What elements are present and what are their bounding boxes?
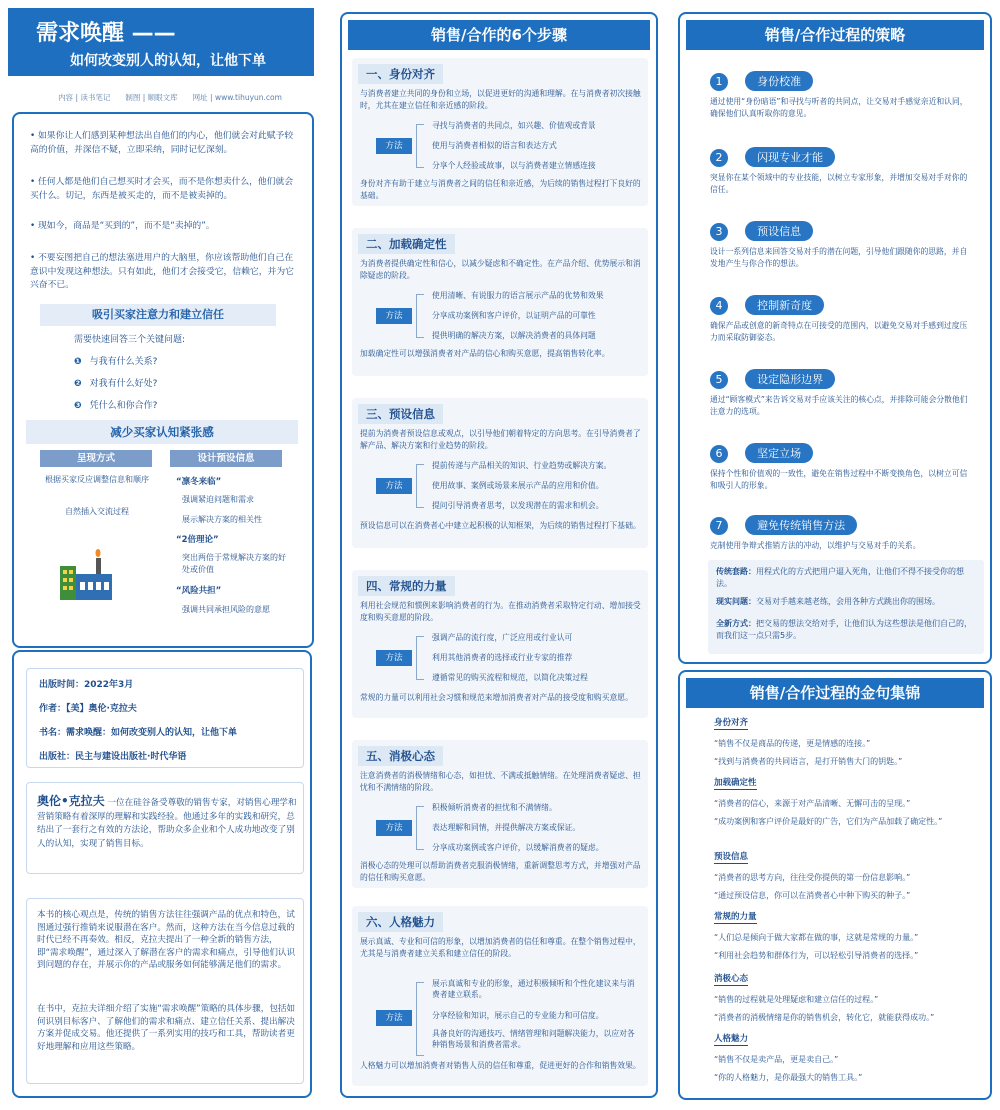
method-item: 分享成功案例或客户评价，以缓解消费者的疑虑。 — [432, 843, 604, 852]
strategy-name: 控制新奇度 — [745, 295, 824, 315]
quote-group-head: 预设信息 — [714, 852, 749, 862]
method-item: 使用与消费者相似的语言和表达方式 — [432, 141, 557, 150]
method-item: 遵循常见的购买流程和规范，以简化决策过程 — [432, 673, 588, 682]
strategy-title: 销售/合作过程的策略 — [686, 20, 984, 50]
method-item: 分享成功案例和客户评价，以证明产品的可靠性 — [432, 311, 596, 320]
summary-box — [26, 898, 304, 1084]
left-item: 根据买家反应调整信息和顺序 — [45, 475, 149, 484]
strategy-item — [710, 514, 970, 550]
strategy-item — [710, 294, 970, 342]
author-name: 奥伦•克拉夫 — [37, 794, 105, 808]
method-item: 使用故事、案例或场景来展示产品的应用和价值。 — [432, 481, 604, 490]
quote: “利用社会趋势和群体行为，可以轻松引导消费者的选择。” — [714, 951, 919, 960]
book-publisher: 出版社：民主与建设出版社·时代华语 — [39, 752, 187, 762]
method-bracket — [416, 124, 424, 168]
attention-title: 吸引买家注意力和建立信任 — [40, 304, 276, 326]
method-item: 表达理解和同情，并提供解决方案或保证。 — [432, 823, 581, 832]
step-title: 六、人格魅力 — [358, 912, 443, 932]
question-item: ❷ 对我有什么好处? — [74, 379, 158, 389]
intro-bullet: • 任何人都是他们自己想买时才会买，而不是你想卖什么，他们就会买什么。切记，东西是被买走的，而不是被卖掉的。 — [30, 177, 294, 201]
method-item: 提前传递与产品相关的知识、行业趋势或解决方案。 — [432, 461, 612, 470]
step-card — [352, 58, 648, 206]
preset-item: 强调紧迫问题和需求 — [182, 495, 254, 504]
intro-bullet: • 如果你让人们感到某种想法出自他们的内心，他们就会对此赋予较高的价值，并深信不疑，立即采纳，同时记忆深刻。 — [30, 131, 294, 155]
step-summary: 加载确定性可以增强消费者对产品的信心和购买意愿，提高销售转化率。 — [360, 349, 610, 358]
strategy-number: 4 — [710, 297, 728, 315]
page-title: 需求唤醒 —— — [36, 21, 176, 46]
quotes-title: 销售/合作过程的金句集锦 — [686, 678, 984, 708]
strategy-desc: 保持个性和价值观的一致性，避免在销售过程中不断变换角色，以树立可信和吸引人的形象。 — [710, 469, 968, 490]
notes-box — [708, 560, 984, 654]
quote: “找到与消费者的共同语言，是打开销售大门的钥匙。” — [714, 757, 903, 766]
preset-item: 强调共同承担风险的意愿 — [182, 605, 270, 614]
strategy-desc: 设计一系列信息来回答交易对手的潜在问题，引导他们跟随你的思路，并自发地产生与你合作的想法。 — [710, 247, 968, 268]
summary-paragraph: 本书的核心观点是，传统的销售方法往往强调产品的优点和特色，试图通过强行推销来说服潜在客户。然而，这种方法在当今信息过载的时代已经不再奏效。相反，克拉夫提出了一种全新的销售方法，即“需求唤醒”，通过深入了解潜在客户的需求和痛点，引导他们认识到问题的存在，并展示你的产品或服务如何能够满足他们的需求。 — [37, 910, 296, 971]
preset-group-title: “风险共担” — [176, 586, 222, 596]
preset-item: 突出两倍于常规解决方案的好处或价值 — [182, 553, 286, 574]
method-item: 分享个人经验或故事，以与消费者建立情感连接 — [432, 161, 596, 170]
strategy-number: 1 — [710, 73, 728, 91]
step-summary: 人格魅力可以增加消费者对销售人员的信任和尊重，促进更好的合作和销售效果。 — [360, 1061, 641, 1070]
strategy-item — [710, 220, 970, 268]
book-info-panel — [12, 650, 312, 1098]
page-header — [8, 8, 314, 76]
step-card — [352, 570, 648, 718]
intro-panel — [12, 112, 314, 648]
quote: “销售不仅是卖产品，更是卖自己。” — [714, 1055, 839, 1064]
strategy-name: 设定隐形边界 — [745, 369, 835, 389]
method-label: 方法 — [376, 308, 412, 324]
col-left-header: 呈现方式 — [40, 450, 152, 467]
method-item: 具备良好的沟通技巧、情绪管理和问题解决能力，以应对各种销售场景和消费者需求。 — [432, 1029, 635, 1049]
method-label: 方法 — [376, 1010, 412, 1026]
quote-group-head: 身份对齐 — [714, 718, 749, 728]
method-item: 利用其他消费者的选择或行业专家的推荐 — [432, 653, 573, 662]
book-name: 书名：需求唤醒：如何改变别人的认知，让他下单 — [39, 728, 238, 738]
strategy-desc: 克制使用争辩式推销方法的冲动，以维护与交易对手的关系。 — [710, 541, 921, 550]
strategy-name: 预设信息 — [745, 221, 813, 241]
credit-line: 内容 | 读书笔记 制图 | 顺眼文库 网址 | www.tihuyun.com — [58, 93, 282, 102]
step-title: 一、身份对齐 — [358, 64, 443, 84]
strategy-number: 2 — [710, 149, 728, 167]
author-bio-box — [26, 782, 304, 874]
strategy-item — [710, 146, 970, 194]
publish-date: 出版时间：2022年3月 — [39, 680, 134, 690]
step-title: 二、加载确定性 — [358, 234, 455, 254]
strategy-number: 7 — [710, 517, 728, 535]
strategy-item — [710, 70, 970, 118]
quote: “消费者的信心，来源于对产品清晰、无懈可击的呈现。” — [714, 799, 911, 808]
intro-bullet: • 现如今，商品是“买到的”，而不是“卖掉的”。 — [30, 221, 215, 231]
step-desc: 展示真诚、专业和可信的形象，以增加消费者的信任和尊重。在整个销售过程中，尤其是与消费者建立关系和建立信任的阶段。 — [360, 937, 641, 958]
step-title: 四、常规的力量 — [358, 576, 455, 596]
method-item: 积极倾听消费者的担忧和不满情绪。 — [432, 803, 557, 812]
method-bracket — [416, 294, 424, 338]
quote-group-head: 人格魅力 — [714, 1034, 749, 1044]
step-card — [352, 228, 648, 376]
attention-lead: 需要快速回答三个关键问题: — [74, 335, 186, 345]
strategy-name: 坚定立场 — [745, 443, 813, 463]
method-label: 方法 — [376, 650, 412, 666]
quote-group-head: 消极心态 — [714, 974, 749, 984]
quote: “消费者的消极情绪是你的销售机会，转化它，就能获得成功。” — [714, 1013, 935, 1022]
method-bracket — [416, 806, 424, 850]
method-bracket — [416, 982, 424, 1056]
step-card — [352, 740, 648, 888]
strategy-name: 避免传统销售方法 — [745, 515, 857, 535]
method-item: 提问引导消费者思考，以发现潜在的需求和机会。 — [432, 501, 604, 510]
quote: “销售的过程就是处理疑虑和建立信任的过程。” — [714, 995, 879, 1004]
method-item: 使用清晰、有说服力的语言展示产品的优势和效果 — [432, 291, 604, 300]
step-desc: 利用社会规范和惯例来影响消费者的行为。在推动消费者采取特定行动、增加接受度和购买意愿的阶段。 — [360, 601, 641, 622]
strategy-desc: 通过使用“身份暗语”和寻找与听者的共同点，让交易对手感觉亲近和认同，确保他们认真听取你的意见。 — [710, 97, 968, 118]
note-item: 现实问题：交易对手越来越老练，会用各种方式跳出你的围场。 — [716, 597, 940, 606]
step-title: 五、消极心态 — [358, 746, 443, 766]
author-bio: 奥伦•克拉夫 一位在硅谷备受尊敬的销售专家，对销售心理学和营销策略有着深厚的理解和实践经验。他通过多年的实践和研究，总结出了一套行之有效的方法论，帮助众多企业和个人成功地改变了别人的认知，实现了销售目标。 — [37, 794, 297, 849]
quote-group-head: 常规的力量 — [714, 912, 757, 922]
strategy-item — [710, 368, 970, 416]
note-item: 传统套路：用程式化的方式把用户逼入死角，让他们不得不接受你的想法。 — [716, 567, 964, 588]
question-item: ❶ 与我有什么关系? — [74, 357, 158, 367]
method-item: 寻找与消费者的共同点，如兴趣、价值观或背景 — [432, 121, 596, 130]
quote: “你的人格魅力，是你最强大的销售工具。” — [714, 1073, 863, 1082]
question-item: ❸ 凭什么和你合作? — [74, 401, 158, 411]
page-subtitle: 如何改变别人的认知，让他下单 — [70, 53, 266, 69]
col-right-header: 设计预设信息 — [170, 450, 282, 467]
preset-group-title: “2倍理论” — [176, 535, 219, 545]
method-label: 方法 — [376, 138, 412, 154]
strategy-desc: 通过“顾客模式”来告诉交易对手应该关注的核心点，并排除可能会分散他们注意力的选项。 — [710, 395, 968, 416]
step-summary: 常规的力量可以利用社会习惯和规范来增加消费者对产品的接受度和购买意愿。 — [360, 693, 633, 702]
step-desc: 注意消费者的消极情绪和心态，如担忧、不满或抵触情绪。在处理消费者疑虑、担忧和不满情绪的阶段。 — [360, 771, 641, 792]
step-desc: 与消费者建立共同的身份和立场，以促进更好的沟通和理解。在与消费者初次接触时，尤其在建立信任和亲近感的阶段。 — [360, 89, 641, 110]
method-label: 方法 — [376, 820, 412, 836]
tension-title: 减少买家认知紧张感 — [26, 420, 298, 444]
method-bracket — [416, 636, 424, 680]
method-item: 展示真诚和专业的形象，通过积极倾听和个性化建议来与消费者建立联系。 — [432, 979, 635, 999]
method-item: 分享经验和知识，展示自己的专业能力和可信度。 — [432, 1011, 604, 1020]
strategy-name: 身份校准 — [745, 71, 813, 91]
strategy-panel — [678, 12, 992, 664]
left-item: 自然插入交流过程 — [65, 507, 129, 516]
book-author: 作者：【美】奥伦·克拉夫 — [39, 704, 137, 714]
quote: “人们总是倾向于做大家都在做的事，这就是常规的力量。” — [714, 933, 919, 942]
step-title: 三、预设信息 — [358, 404, 443, 424]
quote: “销售不仅是商品的传递，更是情感的连接。” — [714, 739, 871, 748]
quote: “成功案例和客户评价是最好的广告，它们为产品加载了确定性。” — [714, 817, 943, 826]
quote-group-head: 加载确定性 — [714, 778, 757, 788]
step-summary: 身份对齐有助于建立与消费者之间的信任和亲近感，为后续的销售过程打下良好的基础。 — [360, 179, 641, 200]
strategy-desc: 突显你在某个领域中的专业技能，以树立专家形象，并增加交易对手对你的信任。 — [710, 173, 968, 194]
step-card — [352, 398, 648, 548]
method-item: 强调产品的流行度，广泛应用或行业认可 — [432, 633, 573, 642]
quotes-panel — [678, 670, 992, 1100]
steps-panel — [340, 12, 658, 1098]
method-bracket — [416, 464, 424, 508]
method-label: 方法 — [376, 478, 412, 494]
strategy-item — [710, 442, 970, 490]
step-desc: 提前为消费者预设信息或观点，以引导他们朝着特定的方向思考。在引导消费者了解产品、解决方案和行业趋势的阶段。 — [360, 429, 641, 450]
method-item: 提供明确的解决方案，以解决消费者的具体问题 — [432, 331, 596, 340]
step-card — [352, 906, 648, 1086]
intro-bullet: • 不要妄图把自己的想法塞进用户的大脑里，你应该帮助他们自己在意识中发现这种想法。只有如此，他们才会接受它，信赖它，并为它兴奋不已。 — [30, 253, 294, 290]
factory-icon — [58, 546, 118, 602]
strategy-name: 闪现专业才能 — [745, 147, 835, 167]
strategy-number: 5 — [710, 371, 728, 389]
quote: “消费者的思考方向，往往受你提供的第一份信息影响。” — [714, 873, 911, 882]
strategy-number: 6 — [710, 445, 728, 463]
summary-paragraph: 在书中，克拉夫详细介绍了实施“需求唤醒”策略的具体步骤，包括如何识别目标客户、了解他们的需求和痛点、建立信任关系、提出解决方案并促成交易。他还提供了一系列实用的技巧和工具，帮助读者更好地理解和应用这些策略。 — [37, 1004, 296, 1052]
strategy-desc: 确保产品或创意的新奇特点在可接受的范围内，以避免交易对手感到过度压力而采取防御姿态。 — [710, 321, 968, 342]
preset-item: 展示解决方案的相关性 — [182, 515, 262, 524]
step-summary: 消极心态的处理可以帮助消费者克服消极情绪，重新调整思考方式，并增强对产品的信任和购买意愿。 — [360, 861, 641, 882]
strategy-number: 3 — [710, 223, 728, 241]
book-meta-box — [26, 668, 304, 768]
steps-title: 销售/合作的6个步骤 — [348, 20, 650, 50]
note-item: 全新方式：把交易的想法交给对手，让他们认为这些想法是他们自己的，而我们这一点只需5步。 — [716, 619, 972, 640]
step-desc: 为消费者提供确定性和信心，以减少疑虑和不确定性。在产品介绍、优势展示和消除疑虑的阶段。 — [360, 259, 641, 280]
quote: “通过预设信息，你可以在消费者心中种下购买的种子。” — [714, 891, 911, 900]
step-summary: 预设信息可以在消费者心中建立起积极的认知框架，为后续的销售过程打下基础。 — [360, 521, 641, 530]
preset-group-title: “凛冬来临” — [176, 477, 222, 487]
